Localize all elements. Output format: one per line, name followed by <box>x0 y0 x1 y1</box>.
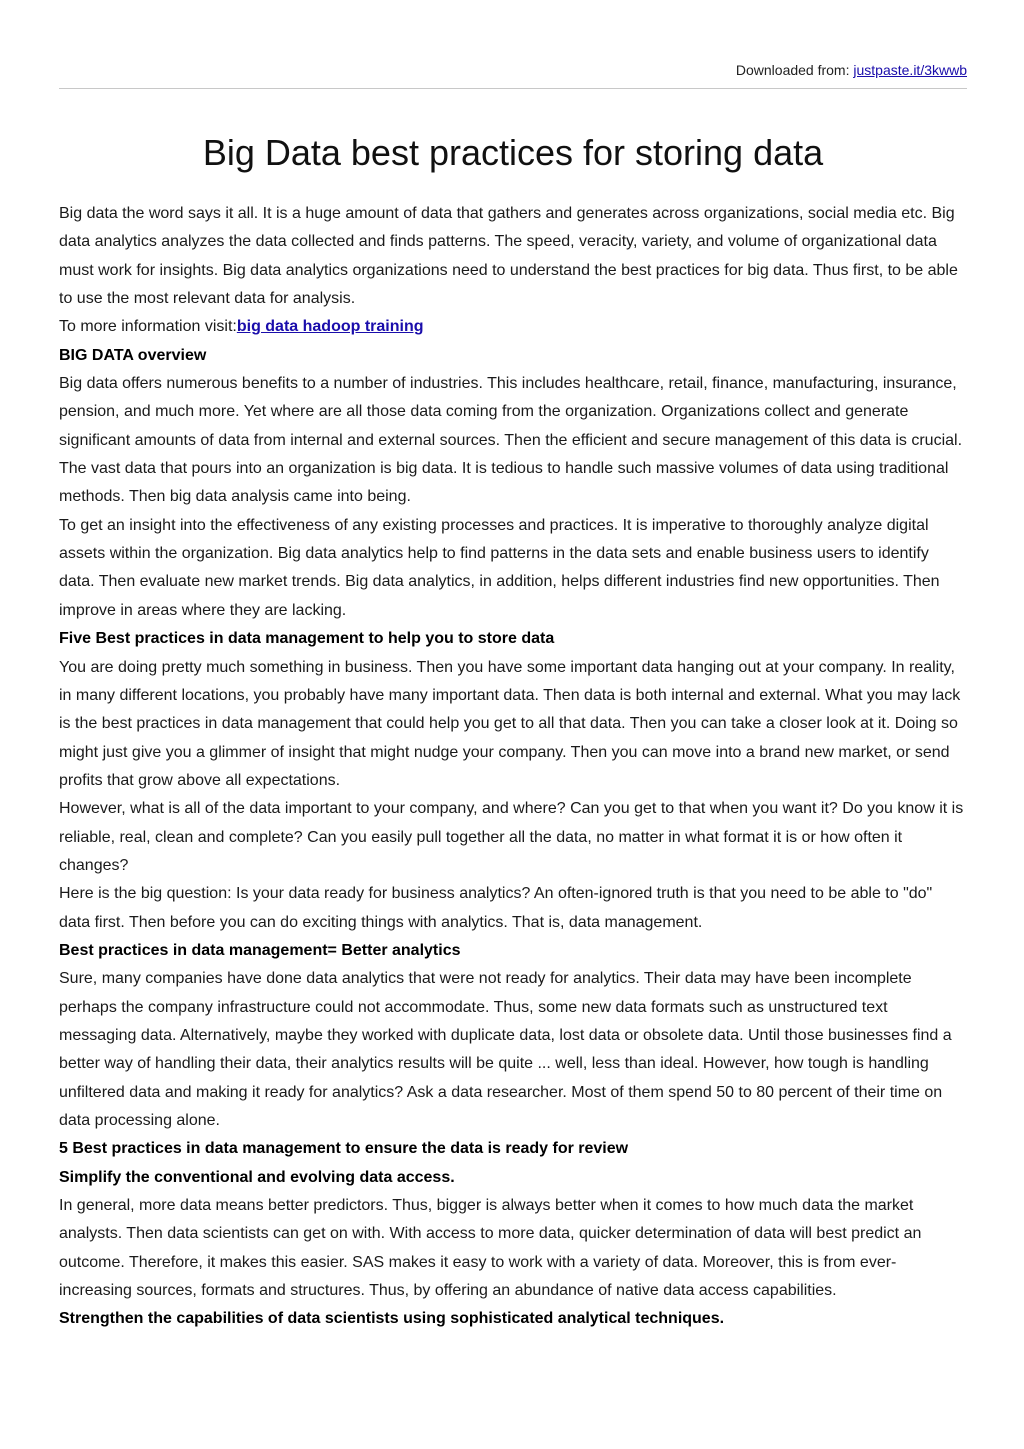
section-heading-overview: BIG DATA overview <box>59 346 207 364</box>
document-page <box>59 0 967 1334</box>
training-link[interactable]: big data hadoop training <box>236 318 424 336</box>
paragraph-overview: Big data offers numerous benefits to a number of industries. This includes healthcare, retail, finance, manufacturing, insurance, pension, and much more. Yet where are all those data coming from the organization. Organizations collect and generate significant amounts of data from internal and external sources. Then the efficient and secure management of this data is crucial. The vast data that pours into an organization is big data. It is tedious to handle such massive volumes of data using traditional methods. Then big data analysis came into being. <box>59 375 963 506</box>
paragraph-business: You are doing pretty much something in business. Then you have some important data hanging out at your company. In reality, in many different locations, you probably have many important data. Then data is both internal and external. What you may lack is the best practices in data management that could help you get to all that data. Then you can take a closer look at it. Doing so might just give you a glimmer of insight that might nudge your company. Then you can move into a brand new market, or send profits that grow above all expectations. <box>59 658 961 789</box>
section-heading-review-ready: 5 Best practices in data management to ensure the data is ready for review <box>59 1140 629 1158</box>
paragraph-insight: To get an insight into the effectiveness of any existing processes and practices. It is imperative to thoroughly analyze digital assets within the organization. Big data analytics help to find patterns in the data sets and enable business users to identify data. Then evaluate new market trends. Big data analytics, in addition, helps different industries find new opportunities. Then improve in areas where they are lacking. <box>59 516 940 619</box>
page-header <box>59 0 967 89</box>
paragraph-analytics: Sure, many companies have done data analytics that were not ready for analytics. Their data may have been incomplete perhaps the company infrastructure could not accommodate. Thus, some new data formats such as unstructured text messaging data. Alternatively, maybe they worked with duplicate data, lost data or obsolete data. Until those businesses find a better way of handling their data, their analytics results will be quite ... well, less than ideal. However, how tough is handling unfiltered data and making it ready for analytics? Ask a data researcher. Most of them spend 50 to 80 percent of their time on data processing alone. <box>59 970 952 1129</box>
download-source-line <box>736 62 967 78</box>
source-link[interactable]: justpaste.it/3kwwb <box>853 62 967 78</box>
paragraph-big-question: Here is the big question: Is your data ready for business analytics? An often-ignored truth is that you need to be able to "do" data first. Then before you can do exciting things with analytics. That is, data management. <box>59 885 933 931</box>
paragraph-intro: Big data the word says it all. It is a huge amount of data that gathers and generates across organizations, social media etc. Big data analytics analyzes the data collected and finds patterns. The speed, veracity, variety, and volume of organizational data must work for insights. Big data analytics organizations need to understand the best practices for big data. Thus first, to be able to use the most relevant data for analysis. <box>59 205 958 308</box>
more-info-line <box>59 313 967 341</box>
section-heading-five-practices: Five Best practices in data management to help you to store data <box>59 630 555 648</box>
downloaded-from-label: Downloaded from: <box>735 62 854 78</box>
page-title: Big Data best practices for storing data <box>202 132 824 173</box>
subheading-strengthen-capabilities: Strengthen the capabilities of data scientists using sophisticated analytical techniques. <box>59 1310 725 1328</box>
paragraph-data-access: In general, more data means better predictors. Thus, bigger is always better when it comes to how much data the market analysts. Then data scientists can get on with. With access to more data, quicker determination of data will best predict an outcome. Therefore, it makes this easier. SAS makes it easy to work with a variety of data. Moreover, this is from ever-increasing sources, formats and structures. Thus, by offering an abundance of native data access capabilities. <box>59 1197 922 1300</box>
article-body <box>59 200 967 1334</box>
section-heading-better-analytics: Best practices in data management= Better analytics <box>59 941 461 959</box>
more-info-label: To more information visit: <box>59 318 237 336</box>
paragraph-questions: However, what is all of the data important to your company, and where? Can you get to that when you want it? Do you know it is reliable, real, clean and complete? Can you easily pull together all the data, no matter in what format it is or how often it changes? <box>59 800 964 874</box>
subheading-simplify-access: Simplify the conventional and evolving data access. <box>59 1168 455 1186</box>
